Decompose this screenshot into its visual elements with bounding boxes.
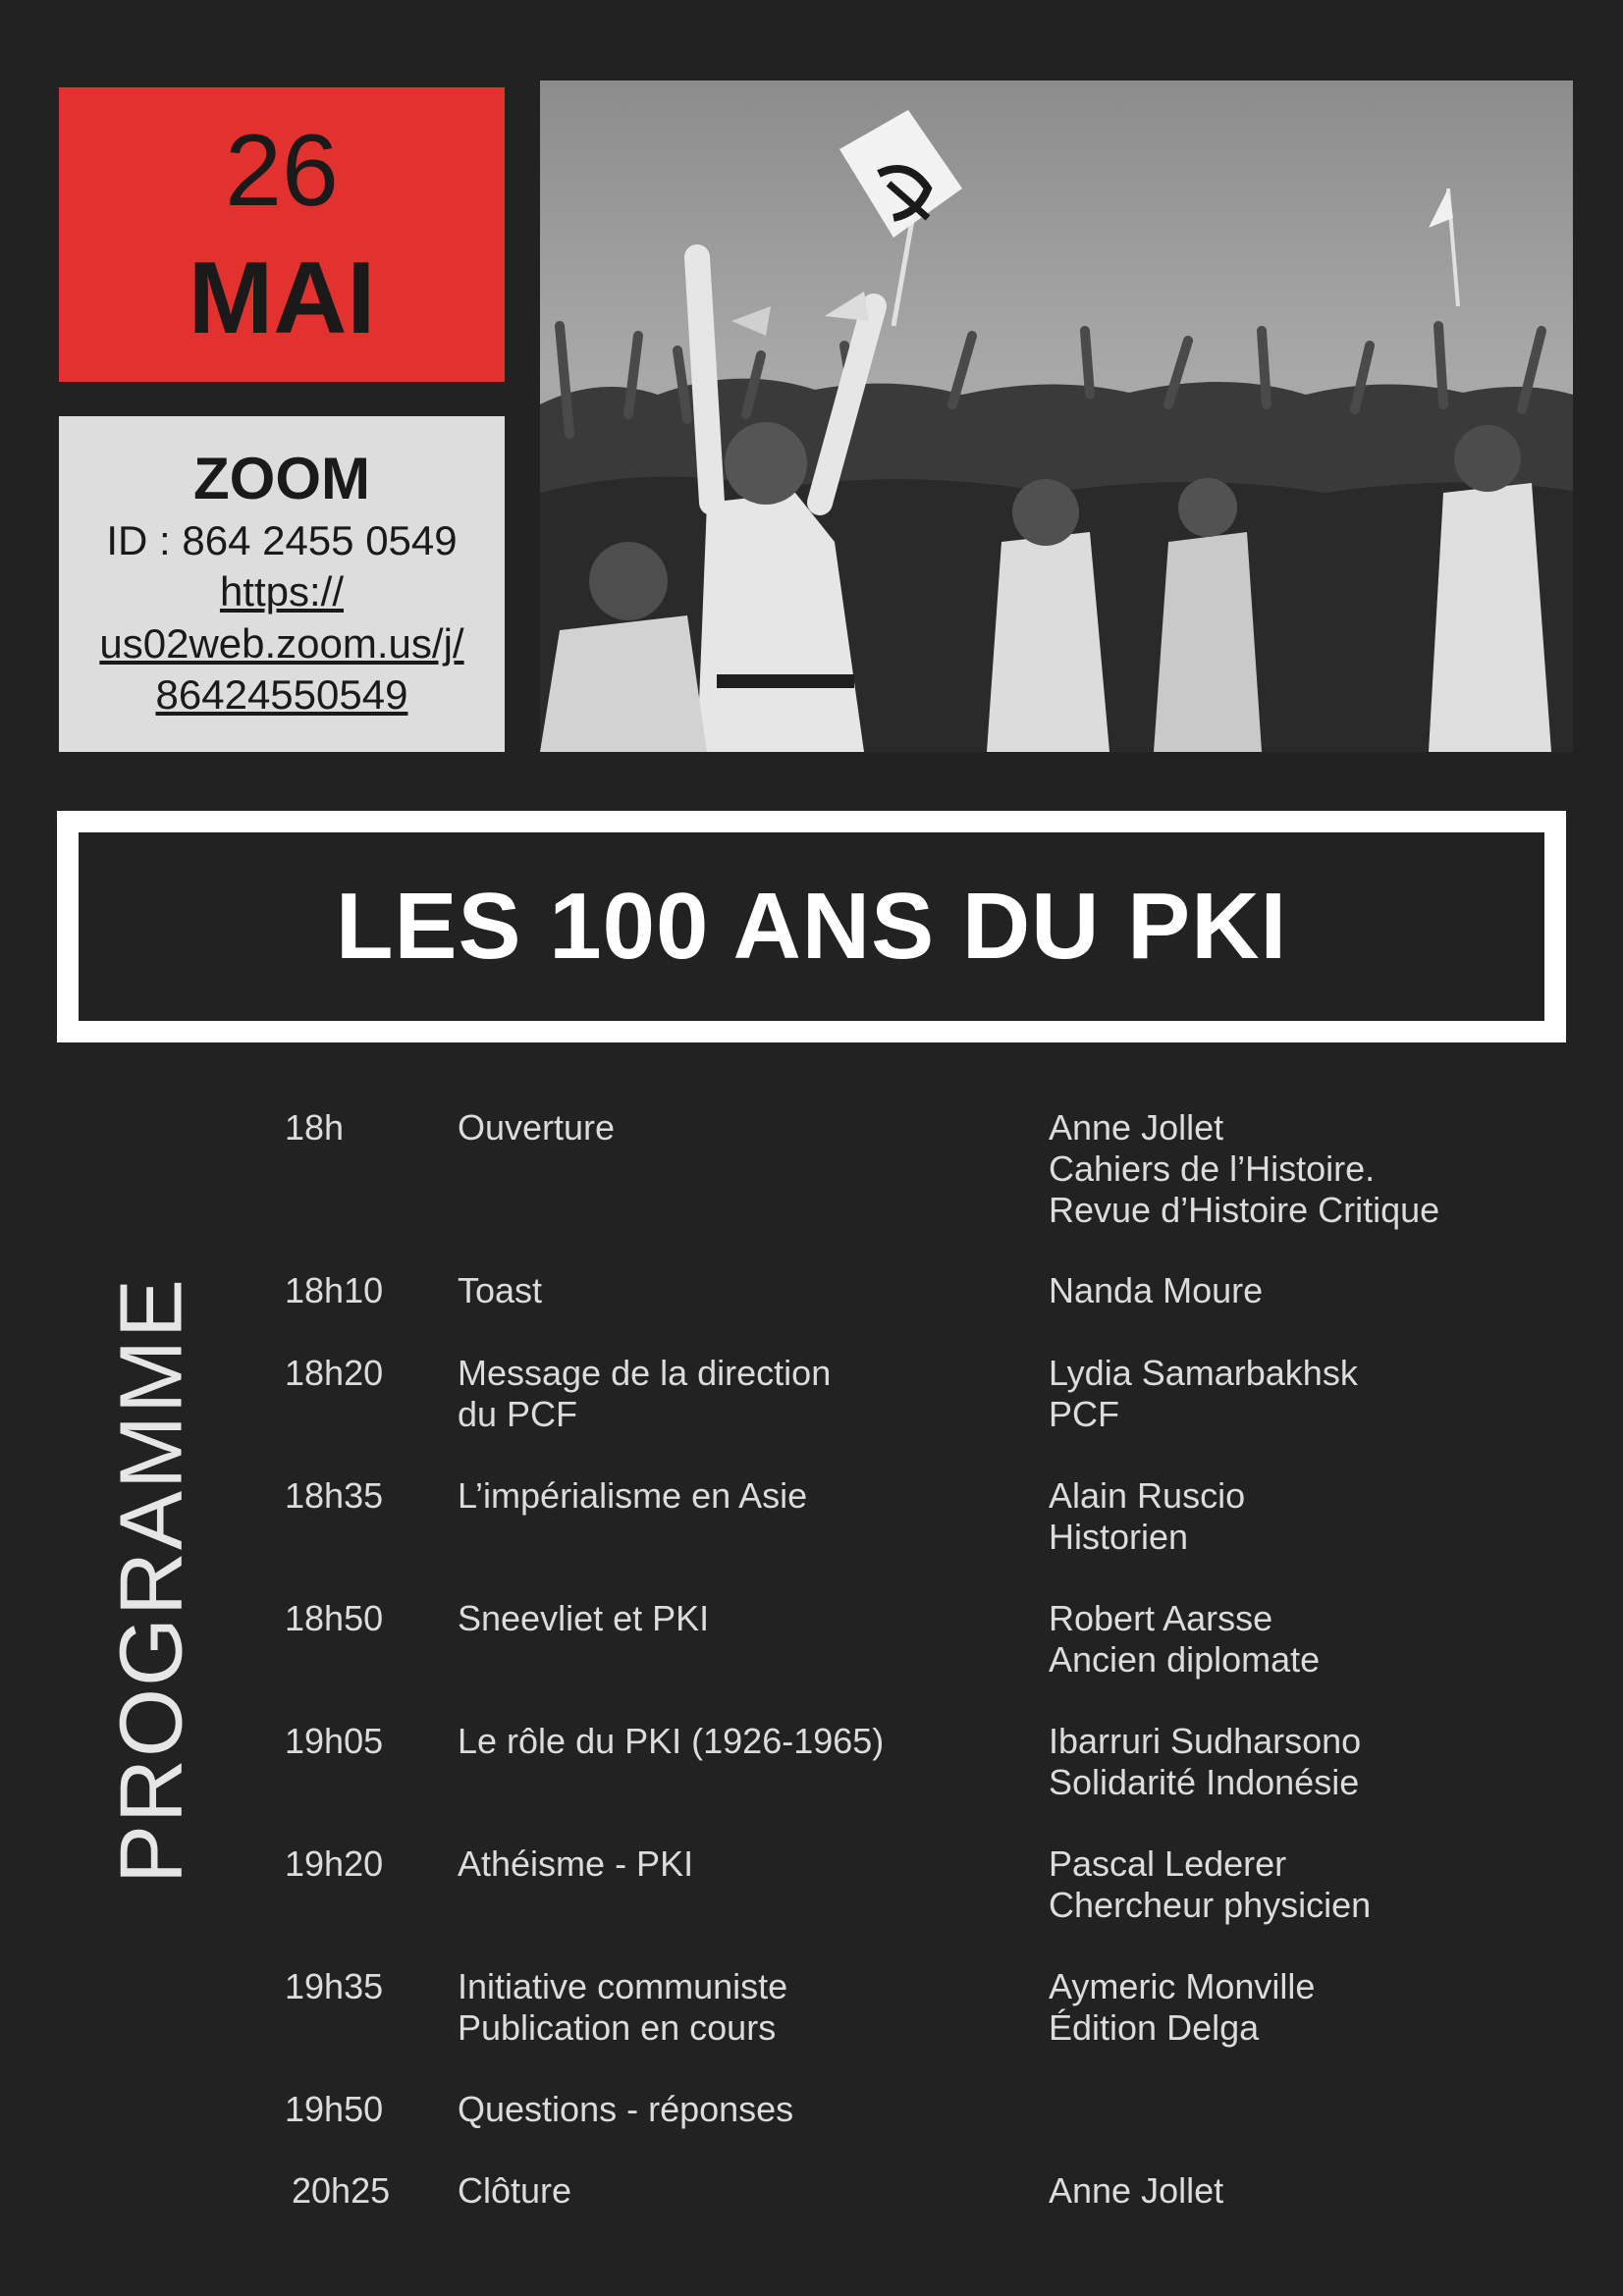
date-day: 26 <box>225 114 339 228</box>
rally-photo-illustration <box>540 80 1573 752</box>
speaker-line: Robert Aarsse <box>1049 1598 1273 1638</box>
topic-line: Athéisme - PKI <box>458 1843 694 1884</box>
programme-topic <box>458 1353 968 1435</box>
rally-photo <box>540 80 1573 752</box>
programme-time: 18h10 <box>285 1270 384 1310</box>
topic-line: Sneevliet et PKI <box>458 1598 710 1638</box>
programme-speaker <box>1049 2170 1598 2212</box>
programme-time: 18h50 <box>285 1598 384 1638</box>
programme-time: 19h05 <box>285 1721 384 1761</box>
programme-time: 19h35 <box>285 1966 384 2006</box>
programme-topic <box>458 1966 968 2049</box>
speaker-line: Nanda Moure <box>1049 1270 1264 1310</box>
zoom-meeting-id: ID : 864 2455 0549 <box>106 516 458 563</box>
zoom-link-line: https:// <box>219 568 345 614</box>
topic-line: Clôture <box>458 2170 572 2211</box>
speaker-line: Revue d’Histoire Critique <box>1049 1190 1440 1230</box>
programme-time: 20h25 <box>292 2170 391 2211</box>
date-month: MAI <box>188 241 376 355</box>
topic-line: Toast <box>458 1270 543 1310</box>
zoom-link-line: 86424550549 <box>155 671 408 718</box>
topic-line: Le rôle du PKI (1926-1965) <box>458 1721 885 1761</box>
topic-line: L’impérialisme en Asie <box>458 1475 808 1516</box>
programme-topic <box>458 1475 968 1517</box>
programme-topic <box>458 1270 968 1311</box>
programme-topic <box>458 2089 968 2130</box>
title-inner <box>79 832 1544 1021</box>
programme-time: 18h20 <box>285 1353 384 1393</box>
speaker-line: Cahiers de l’Histoire. <box>1049 1148 1376 1189</box>
speaker-line: Historien <box>1049 1517 1189 1557</box>
zoom-link[interactable] <box>99 566 463 721</box>
speaker-line: Alain Ruscio <box>1049 1475 1246 1516</box>
programme-speaker <box>1049 1966 1598 2049</box>
zoom-info-box <box>59 416 505 752</box>
speaker-line: Chercheur physicien <box>1049 1885 1372 1925</box>
title-banner <box>57 811 1566 1042</box>
programme-speaker <box>1049 1843 1598 1926</box>
programme-speaker <box>1049 1270 1598 1311</box>
topic-line: Initiative communiste <box>458 1966 788 2006</box>
programme-speaker <box>1049 1475 1598 1558</box>
event-title: LES 100 ANS DU PKI <box>335 874 1288 979</box>
programme-time: 18h35 <box>285 1475 384 1516</box>
zoom-title: ZOOM <box>193 445 370 511</box>
programme-topic <box>458 1107 968 1148</box>
programme-speaker <box>1049 1598 1598 1681</box>
programme-time: 19h20 <box>285 1843 384 1884</box>
programme-time: 19h50 <box>285 2089 384 2129</box>
programme-topic <box>458 1598 968 1639</box>
programme-label: PROGRAMME <box>102 1276 201 1885</box>
topic-line: Ouverture <box>458 1107 616 1148</box>
speaker-line: Anne Jollet <box>1049 2170 1224 2211</box>
programme-topic <box>458 1721 968 1762</box>
programme-time: 18h <box>285 1107 345 1148</box>
speaker-line: Ibarruri Sudharsono <box>1049 1721 1362 1761</box>
programme-speaker <box>1049 1721 1598 1803</box>
topic-line: Questions - réponses <box>458 2089 794 2129</box>
programme-topic <box>458 1843 968 1885</box>
speaker-line: Édition Delga <box>1049 2007 1260 2048</box>
speaker-line: Aymeric Monville <box>1049 1966 1316 2006</box>
speaker-line: Ancien diplomate <box>1049 1639 1321 1680</box>
speaker-line: Anne Jollet <box>1049 1107 1224 1148</box>
speaker-line: Lydia Samarbakhsk <box>1049 1353 1358 1393</box>
speaker-line: Pascal Lederer <box>1049 1843 1287 1884</box>
topic-line: Publication en cours <box>458 2007 777 2048</box>
topic-line: du PCF <box>458 1394 578 1434</box>
zoom-link-line: us02web.zoom.us/j/ <box>99 619 464 667</box>
date-box <box>59 87 505 382</box>
speaker-line: Solidarité Indonésie <box>1049 1762 1360 1802</box>
programme-speaker <box>1049 1107 1598 1231</box>
speaker-line: PCF <box>1049 1394 1119 1434</box>
programme-speaker <box>1049 1353 1598 1435</box>
topic-line: Message de la direction <box>458 1353 832 1393</box>
programme-topic <box>458 2170 968 2212</box>
